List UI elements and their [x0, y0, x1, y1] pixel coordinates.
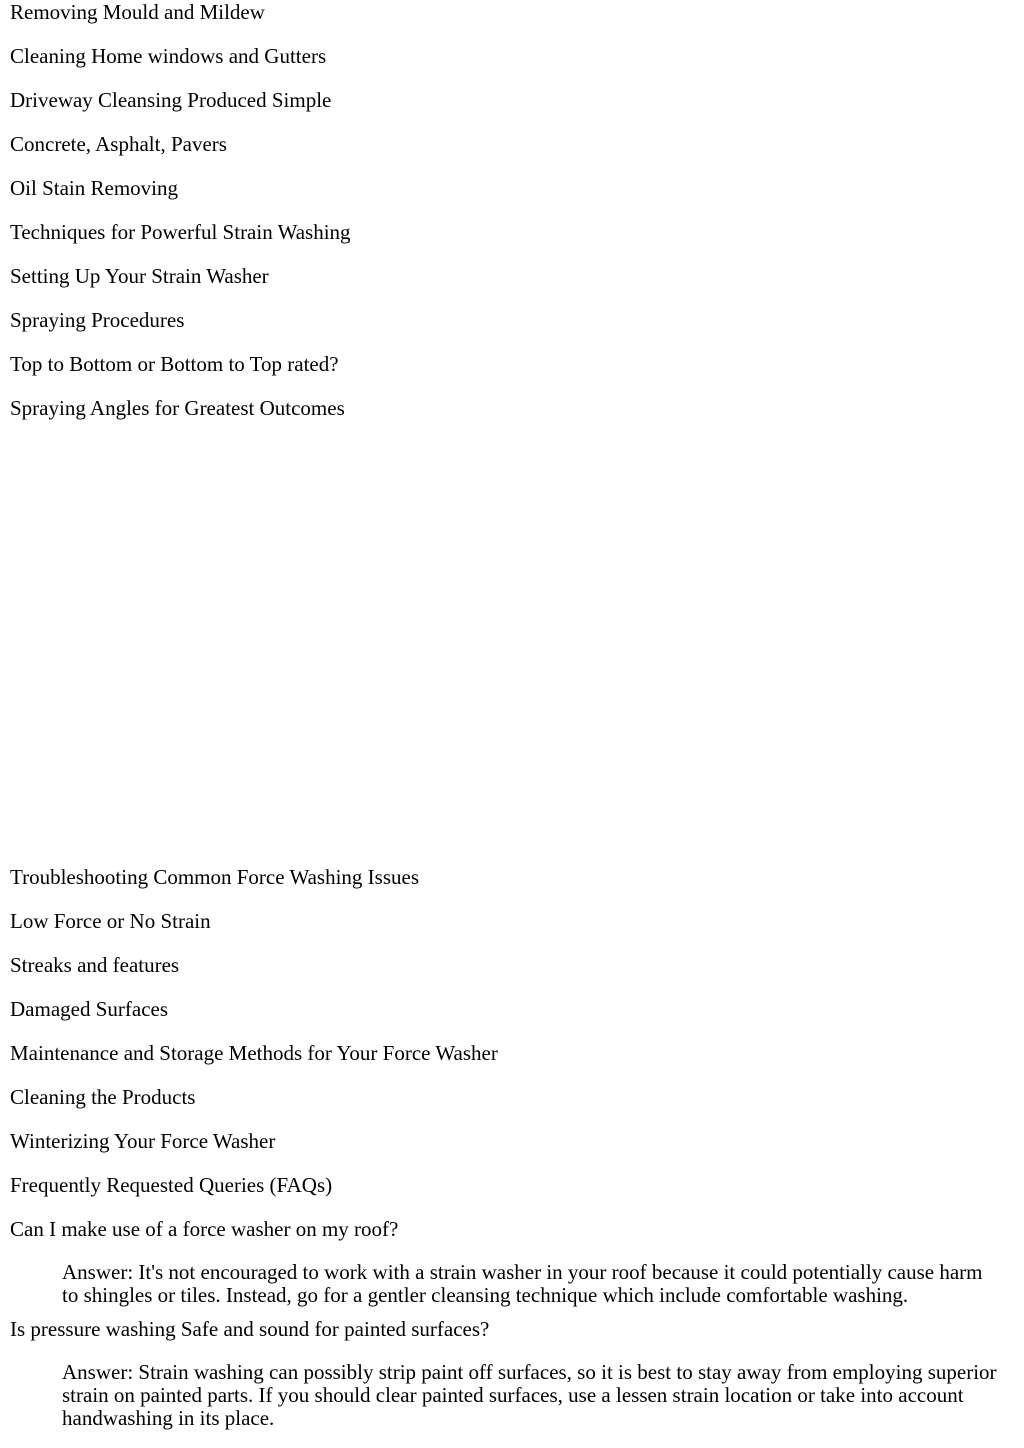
heading-techniques: Techniques for Powerful Strain Washing	[10, 220, 351, 244]
heading-low-force: Low Force or No Strain	[10, 909, 211, 933]
heading-winterizing: Winterizing Your Force Washer	[10, 1129, 276, 1153]
heading-faqs: Frequently Requested Queries (FAQs)	[10, 1173, 333, 1197]
heading-damaged-surfaces: Damaged Surfaces	[10, 997, 169, 1021]
heading-oil-stain: Oil Stain Removing	[10, 176, 178, 200]
heading-cleaning-products: Cleaning the Products	[10, 1085, 196, 1109]
heading-windows-gutters: Cleaning Home windows and Gutters	[10, 44, 327, 68]
faq-answer: Answer: Strain washing can possibly strip paint off surfaces, so it is best to stay away from employing superior strain on painted parts. If you should clear painted surfaces, use a lessen strain location or take into account handwashing in its place.	[62, 1360, 997, 1430]
heading-driveway: Driveway Cleansing Produced Simple	[10, 88, 332, 112]
heading-spraying-procedures: Spraying Procedures	[10, 308, 185, 332]
heading-setup: Setting Up Your Strain Washer	[10, 264, 269, 288]
top-headings	[10, 0, 351, 440]
faq-question: Can I make use of a force washer on my roof?	[10, 1217, 399, 1241]
faq-answer: Answer: It's not encouraged to work with a strain washer in your roof because it could potentially cause harm to shingles or tiles. Instead, go for a gentler cleansing technique which include comfortable washing.	[62, 1260, 983, 1307]
heading-maintenance: Maintenance and Storage Methods for Your Force Washer	[10, 1041, 498, 1065]
heading-concrete: Concrete, Asphalt, Pavers	[10, 132, 227, 156]
heading-streaks: Streaks and features	[10, 953, 180, 977]
heading-troubleshooting: Troubleshooting Common Force Washing Issues	[10, 865, 419, 889]
faq-question: Is pressure washing Safe and sound for painted surfaces?	[10, 1317, 490, 1341]
heading-top-bottom: Top to Bottom or Bottom to Top rated?	[10, 352, 339, 376]
bottom-headings	[10, 865, 1000, 1440]
heading-mould: Removing Mould and Mildew	[10, 0, 265, 24]
heading-spraying-angles: Spraying Angles for Greatest Outcomes	[10, 396, 345, 420]
